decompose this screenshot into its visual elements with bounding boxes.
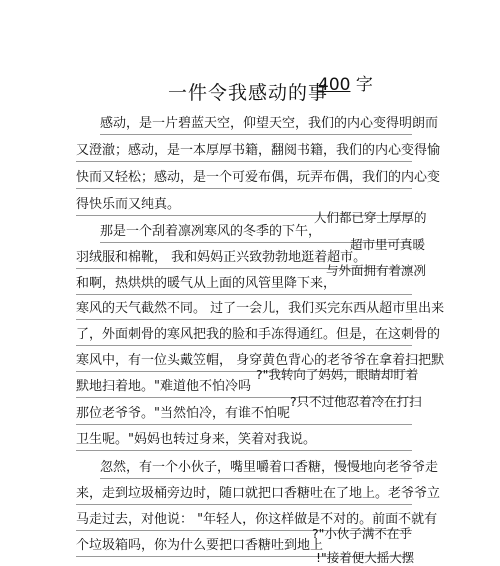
- essay-line: 了，外面刺骨的寒风把我的脸和手冻得通红。但是，在这刺骨的: [76, 327, 412, 346]
- essay-line: 个垃圾箱吗，你为什么要把口香糖吐到地上: [76, 538, 412, 557]
- margin-note: ?只不过他忍着冷在打扫: [290, 394, 422, 409]
- essay-line: 那是一个刮着凛冽寒风的冬季的下午，: [100, 224, 412, 243]
- essay-line: 感动，是一片碧蓝天空，仰望天空，我们的内心变得明朗而: [100, 116, 412, 135]
- margin-note: !"接着便大摇大摆: [316, 550, 415, 565]
- essay-line: 马走过去，对他说： "年轻人，你这样做是不对的。前面不就有: [76, 512, 412, 531]
- essay-line: 得快乐而又纯真。: [76, 197, 412, 216]
- margin-note: 与外面拥有着凛冽: [326, 263, 427, 278]
- margin-note: ?"小伙子满不在乎: [312, 526, 412, 541]
- essay-line: 卫生呢。"妈妈也转过身来，笑着对我说。: [76, 432, 412, 451]
- essay-line: 快而又轻松；感动，是一个可爱布偶，玩弄布偶，我们的内心变: [76, 170, 412, 189]
- margin-note: ?"我转向了妈妈，眼睛却盯着: [256, 367, 419, 382]
- essay-line: 那位老爷爷。"当然怕冷，有谁不怕呢: [76, 406, 412, 425]
- essay-line: 和啊，热烘烘的暖气从上面的风管里降下来，: [76, 276, 412, 295]
- margin-note: 超市里可真暖: [350, 237, 426, 252]
- essay-line: 来，走到垃圾桶旁边时，随口就把口香糖吐在了地上。老爷爷立: [76, 486, 412, 505]
- essay-line: 默地扫着地。"难道他不怕冷吗: [76, 379, 412, 398]
- essay-line: 寒风的天气截然不同。 过了一会儿，我们买完东西从超市里出来: [76, 301, 412, 320]
- essay-line: 又澄澈；感动，是一本厚厚书籍，翻阅书籍，我们的内心变得愉: [76, 143, 412, 162]
- margin-note: 人们都已穿上厚厚的: [314, 210, 427, 225]
- word-count-value: 400: [318, 75, 351, 95]
- essay-line: 寒风中，有一位头戴笠帽， 身穿黄色背心的老爷爷在拿着扫把默: [76, 353, 412, 372]
- word-count-unit: 字: [355, 75, 373, 95]
- word-count: [318, 70, 373, 95]
- essay-title: 一件令我感动的事: [168, 82, 329, 104]
- essay-line: 忽然，有一个小伙子，嘴里嚼着口香糖，慢慢地向老爷爷走: [100, 460, 412, 479]
- essay-line: 羽绒服和棉靴， 我和妈妈正兴致勃勃地逛着超市。: [76, 250, 412, 269]
